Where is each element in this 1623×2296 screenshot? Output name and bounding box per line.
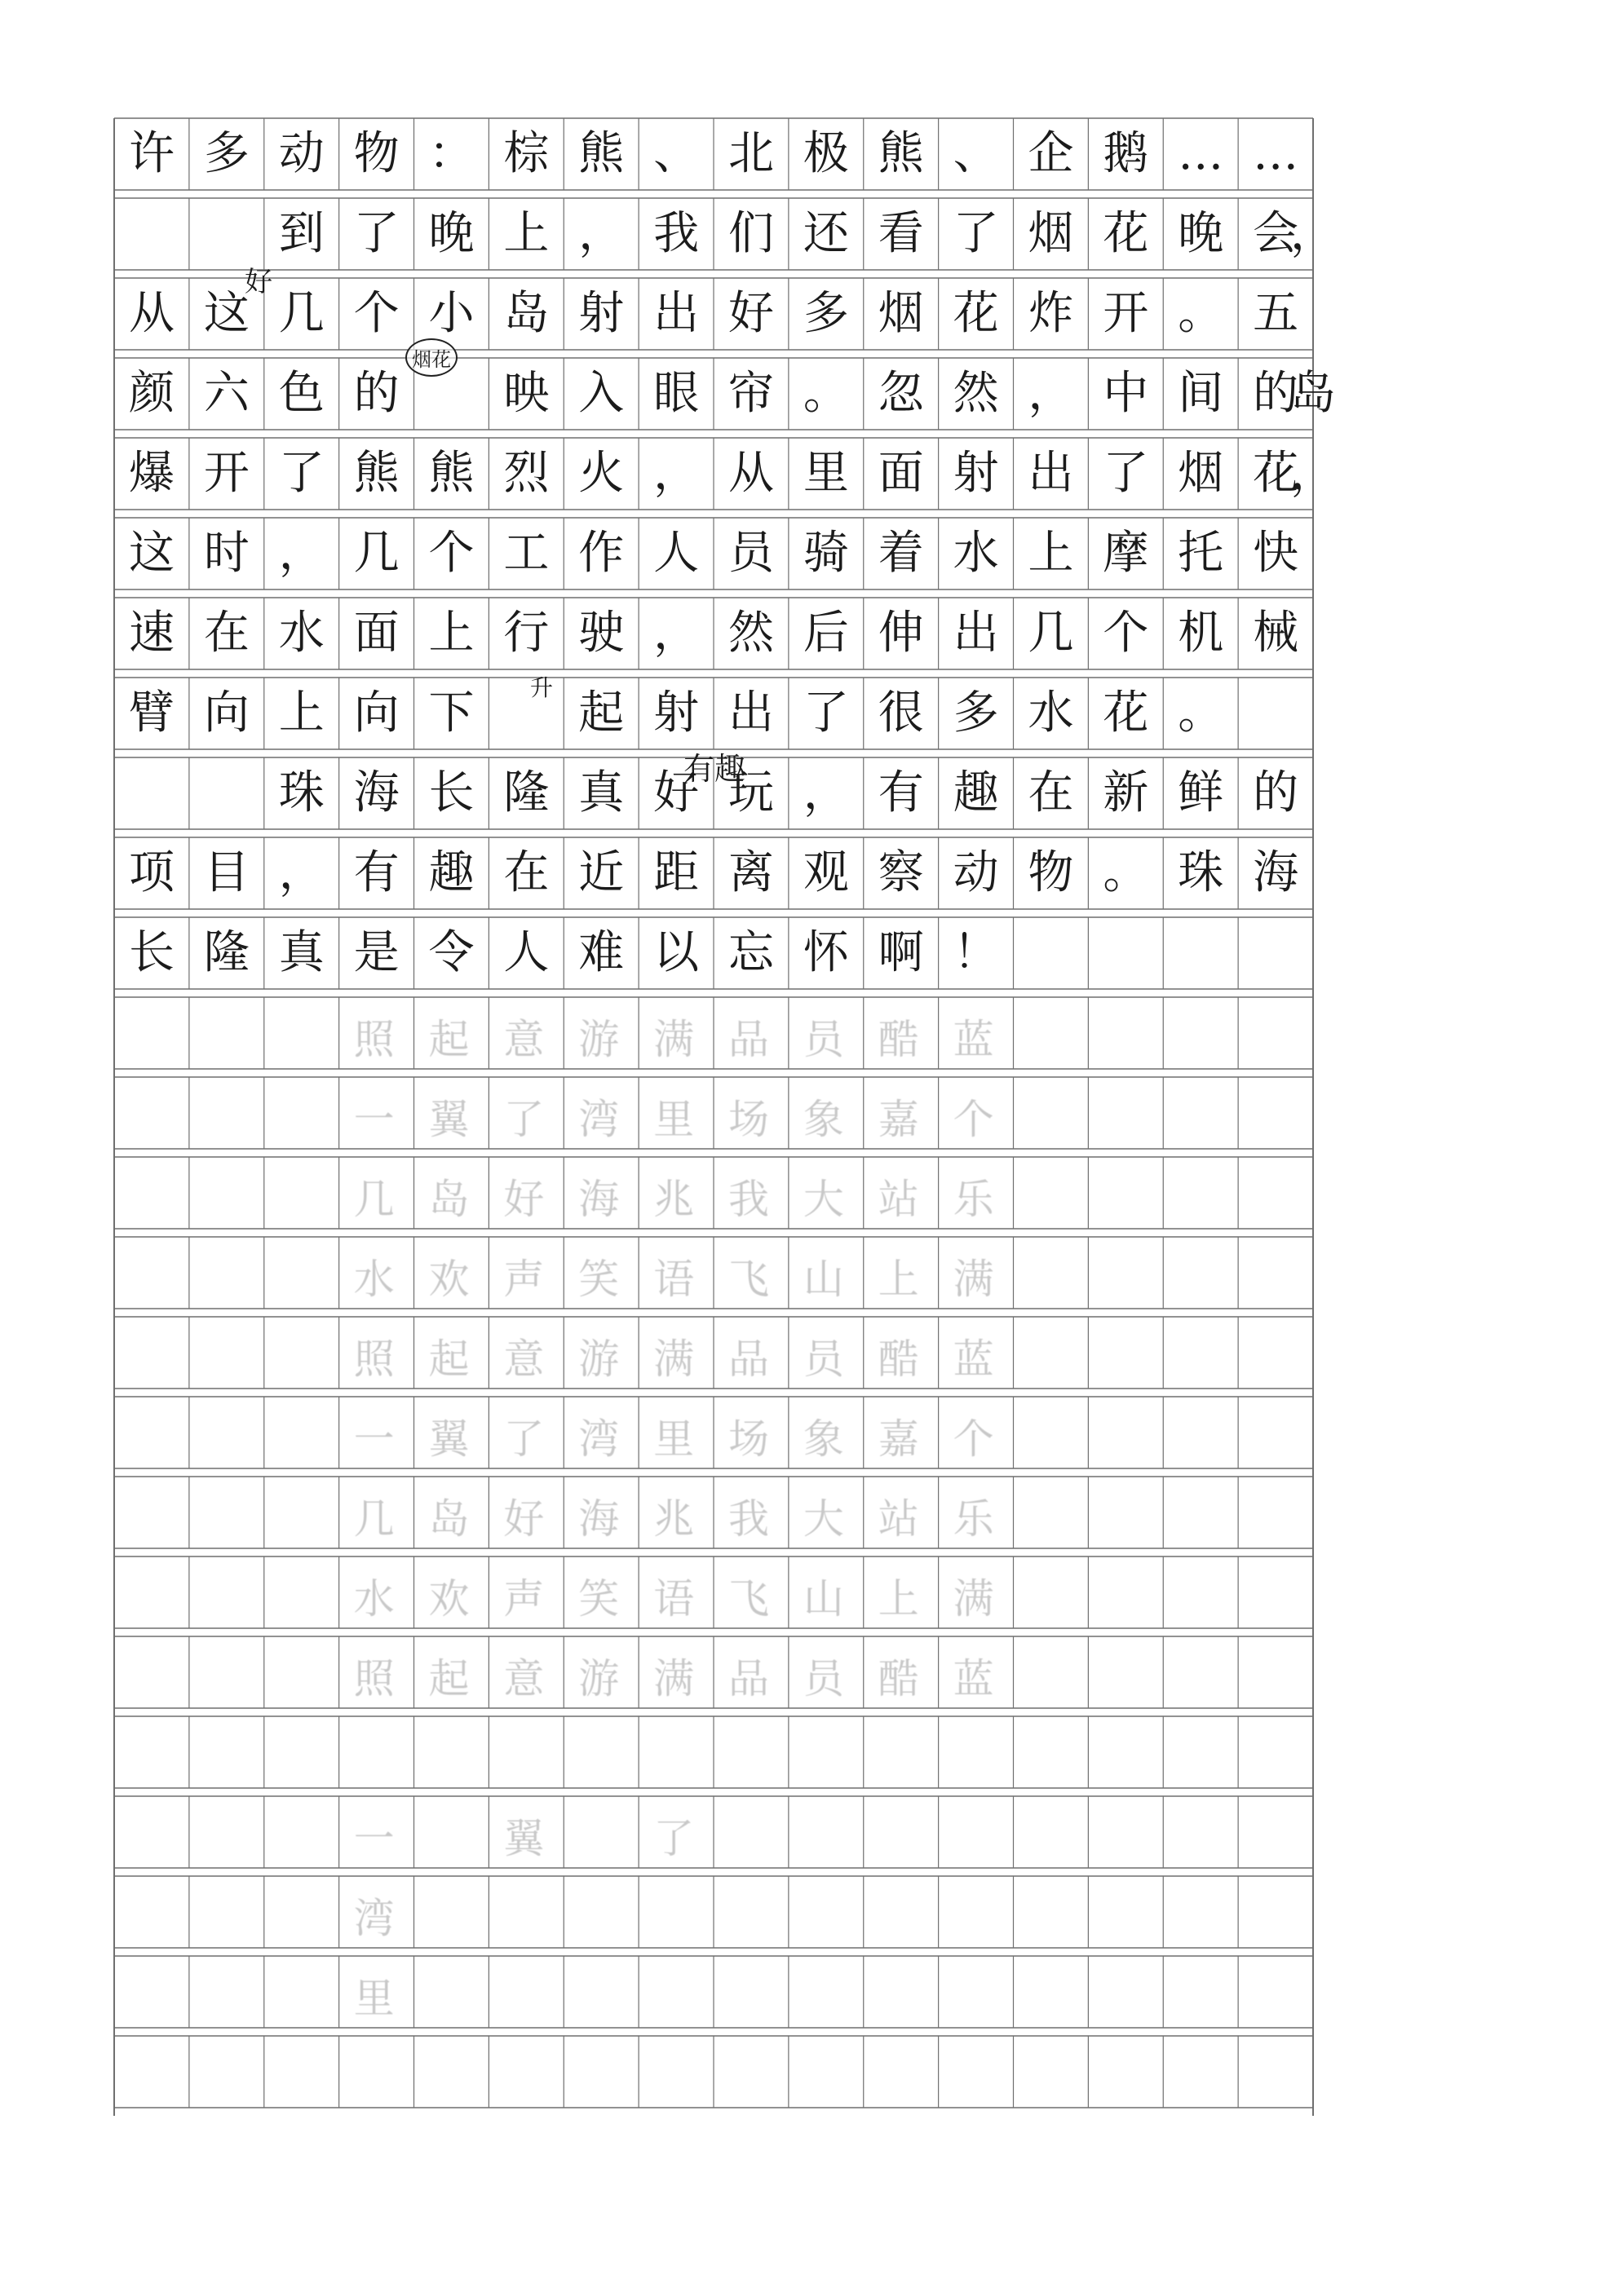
character-cell: 这 — [128, 527, 175, 580]
text-row — [114, 358, 1336, 438]
bleed-through-glyph: 好 — [503, 1176, 545, 1223]
character-cell: 烟 — [1028, 207, 1074, 260]
character-cell: 还 — [803, 207, 849, 260]
bleed-through-glyph: 翼 — [428, 1096, 470, 1143]
character-cell: 察 — [878, 846, 924, 899]
character-cell: 作 — [578, 527, 625, 580]
character-cell: 中 — [1103, 367, 1149, 420]
bleed-through-glyph: 蓝 — [953, 1016, 994, 1063]
bleed-through-glyph: 几 — [353, 1176, 395, 1223]
bleed-through-glyph: 意 — [503, 1016, 545, 1063]
character-cell: 。 — [1178, 287, 1224, 340]
bleed-through-glyph: 站 — [878, 1495, 919, 1543]
character-cell: 企 — [1028, 127, 1074, 180]
bleed-through-glyph: 乐 — [953, 1176, 994, 1223]
text-row — [114, 598, 1313, 678]
character-cell: 小 — [428, 287, 475, 340]
insertion-sheng: 升 — [530, 674, 554, 701]
character-cell: 五 — [1253, 287, 1299, 340]
character-cell: 火 — [578, 447, 625, 500]
bleed-through-glyph: 酷 — [878, 1336, 919, 1383]
character-cell: 眼 — [653, 367, 700, 420]
bleed-through-glyph: 品 — [728, 1336, 769, 1383]
bleed-through-glyph: 满 — [953, 1256, 994, 1303]
character-cell: 到 — [278, 207, 325, 260]
character-cell: 岛 — [503, 287, 550, 340]
character-cell: 动 — [278, 127, 325, 180]
character-cell: ， — [1290, 207, 1336, 260]
composition-text — [114, 118, 1336, 997]
bleed-through-glyph: 蓝 — [953, 1655, 994, 1702]
text-row — [114, 518, 1313, 598]
character-cell: 项 — [128, 846, 175, 899]
character-cell: 许 — [128, 127, 175, 180]
character-cell: 花 — [1103, 207, 1149, 260]
character-cell: 、 — [653, 127, 700, 180]
bleed-through-glyph: 声 — [503, 1575, 545, 1623]
character-cell: 物 — [1028, 846, 1074, 899]
bleed-through-glyph: 海 — [578, 1495, 620, 1543]
character-cell: 忘 — [727, 926, 774, 979]
character-cell: ， — [653, 447, 700, 500]
bleed-through-glyph: 员 — [803, 1655, 844, 1702]
character-cell: ， — [278, 527, 325, 580]
character-cell: 射 — [953, 447, 999, 500]
bleed-through-glyph: 大 — [803, 1176, 844, 1223]
character-cell: ！ — [953, 926, 999, 979]
bleed-through-glyph: 起 — [428, 1655, 470, 1702]
character-cell: 开 — [203, 447, 250, 500]
bleed-through-glyph: 语 — [653, 1575, 695, 1623]
bleed-through-glyph: 笑 — [578, 1575, 620, 1623]
character-cell: 真 — [278, 926, 325, 979]
bleed-through-glyph: 场 — [728, 1415, 769, 1463]
character-cell: … — [1178, 127, 1224, 180]
character-cell: 会 — [1253, 207, 1299, 260]
character-cell: 摩 — [1103, 527, 1149, 580]
bleed-through-glyph: 兆 — [653, 1176, 695, 1223]
character-cell: 啊 — [878, 926, 924, 979]
character-cell: 玩 — [727, 766, 774, 819]
bleed-through-glyph: 欢 — [428, 1575, 470, 1623]
bleed-through-glyph: 象 — [803, 1096, 844, 1143]
character-cell: 从 — [128, 287, 175, 340]
character-cell: ， — [1028, 367, 1074, 420]
bleed-through-glyph: 员 — [803, 1016, 844, 1063]
character-cell: 炸 — [1028, 287, 1074, 340]
character-cell: 离 — [727, 846, 774, 899]
character-cell: 个 — [353, 287, 400, 340]
bleed-through-glyph: 嘉 — [878, 1415, 919, 1463]
character-cell: 真 — [578, 766, 625, 819]
bleed-through-glyph: 照 — [353, 1655, 395, 1702]
character-cell: 上 — [1028, 527, 1074, 580]
bleed-through-glyph: 意 — [503, 1336, 545, 1383]
character-cell: 很 — [878, 687, 924, 740]
bleed-through-glyph: 了 — [503, 1415, 545, 1463]
character-cell: 有 — [878, 766, 924, 819]
bleed-through-glyph: 山 — [803, 1575, 844, 1623]
character-cell: 射 — [653, 687, 700, 740]
character-cell: 个 — [1103, 607, 1149, 660]
character-cell: 了 — [953, 207, 999, 260]
character-cell: 臂 — [128, 687, 175, 740]
character-cell: 物 — [353, 127, 400, 180]
bleed-through-glyph: 个 — [953, 1096, 994, 1143]
character-cell — [114, 198, 189, 270]
bleed-through-glyph: 满 — [953, 1575, 994, 1623]
bleed-through-glyph: 游 — [578, 1016, 620, 1063]
character-cell: 了 — [1103, 447, 1149, 500]
character-cell: 射 — [578, 287, 625, 340]
character-cell: 几 — [1028, 607, 1074, 660]
character-cell: 映 — [503, 367, 550, 420]
character-cell: 以 — [653, 926, 700, 979]
bleed-through-glyph: 湾 — [578, 1096, 620, 1143]
character-cell: 动 — [953, 846, 999, 899]
text-row — [114, 917, 1313, 997]
bleed-through-glyph: 飞 — [728, 1256, 769, 1303]
insertion-hao: 好 — [245, 266, 272, 298]
character-cell: 海 — [1253, 846, 1299, 899]
character-cell: 、 — [953, 127, 999, 180]
character-cell: 里 — [803, 447, 849, 500]
bleed-through-glyph: 一 — [353, 1415, 395, 1463]
character-cell: 几 — [278, 287, 325, 340]
character-cell: 机 — [1178, 607, 1224, 660]
character-cell: 熊 — [578, 127, 625, 180]
bleed-through-glyph: 满 — [653, 1336, 695, 1383]
character-cell: 熊 — [353, 447, 400, 500]
character-cell: 上 — [428, 607, 475, 660]
bleed-through-glyph: 品 — [728, 1016, 769, 1063]
character-cell: 花 — [953, 287, 999, 340]
character-cell: 晚 — [1178, 207, 1224, 260]
character-cell: 花 — [1103, 687, 1149, 740]
bleed-through-glyph: 一 — [353, 1096, 395, 1143]
character-cell: 行 — [503, 607, 550, 660]
character-cell: 晚 — [428, 207, 475, 260]
bleed-through-glyph: 酷 — [878, 1655, 919, 1702]
character-cell: 速 — [128, 607, 175, 660]
character-cell: 长 — [428, 766, 475, 819]
character-cell: 烈 — [503, 447, 550, 500]
bleed-through-glyph: 欢 — [428, 1256, 470, 1303]
character-cell: ， — [1290, 447, 1336, 500]
bleed-through-glyph: 嘉 — [878, 1096, 919, 1143]
character-cell: 爆 — [128, 447, 175, 500]
bleed-through-glyph: 酷 — [878, 1016, 919, 1063]
bleed-through-glyph: 品 — [728, 1655, 769, 1702]
character-cell: 近 — [578, 846, 625, 899]
character-cell: 有 — [353, 846, 400, 899]
character-cell: 人 — [503, 926, 550, 979]
bleed-through-glyph: 照 — [353, 1336, 395, 1383]
text-row — [114, 837, 1313, 917]
text-row — [114, 438, 1336, 518]
character-cell: 们 — [727, 207, 774, 260]
bleed-through-glyph: 语 — [653, 1256, 695, 1303]
bleed-through-glyph: 场 — [728, 1096, 769, 1143]
bleed-through-glyph: 游 — [578, 1655, 620, 1702]
character-cell: 开 — [1103, 287, 1149, 340]
bleed-through-glyph: 起 — [428, 1336, 470, 1383]
character-cell: 水 — [953, 527, 999, 580]
character-cell: 械 — [1253, 607, 1299, 660]
character-cell: 时 — [203, 527, 250, 580]
character-cell: 在 — [503, 846, 550, 899]
character-cell: 向 — [353, 687, 400, 740]
character-cell: 在 — [1028, 766, 1074, 819]
character-cell: 色 — [278, 367, 325, 420]
character-cell: 鲜 — [1178, 766, 1224, 819]
character-cell: 出 — [727, 687, 774, 740]
bleed-through-glyph: 笑 — [578, 1256, 620, 1303]
bleed-through-glyph: 蓝 — [953, 1336, 994, 1383]
bleed-through-glyph: 里 — [653, 1096, 695, 1143]
text-row — [114, 118, 1313, 198]
character-cell: 烟 — [878, 287, 924, 340]
character-cell: 人 — [653, 527, 700, 580]
character-cell: 珠 — [1178, 846, 1224, 899]
character-cell: 的 — [1253, 766, 1299, 819]
character-cell: 出 — [1028, 447, 1074, 500]
bleed-through-glyph: 乐 — [953, 1495, 994, 1543]
character-cell: 海 — [353, 766, 400, 819]
character-cell: 。 — [803, 367, 849, 420]
bleed-through-glyph: 照 — [353, 1016, 395, 1063]
character-cell: 驶 — [578, 607, 625, 660]
character-cell: 难 — [578, 926, 625, 979]
character-cell: 是 — [353, 926, 400, 979]
insertion-youqu: 有趣 — [683, 751, 746, 787]
bleed-through-glyph: 了 — [503, 1096, 545, 1143]
character-cell: 趣 — [953, 766, 999, 819]
character-cell: 观 — [803, 846, 849, 899]
bleed-through-glyph: 湾 — [353, 1895, 395, 1942]
character-cell: 长 — [128, 926, 175, 979]
character-cell: 员 — [727, 527, 774, 580]
bleed-through-glyph: 水 — [353, 1256, 395, 1303]
character-cell: … — [1253, 127, 1299, 180]
character-cell: 新 — [1103, 766, 1149, 819]
bleed-through-glyph: 游 — [578, 1336, 620, 1383]
character-cell: 看 — [878, 207, 924, 260]
character-cell: 面 — [353, 607, 400, 660]
character-cell: ， — [278, 846, 325, 899]
bleed-through-glyph: 水 — [353, 1575, 395, 1623]
character-cell: 花 — [1253, 447, 1299, 500]
character-cell: 入 — [578, 367, 625, 420]
character-cell: 多 — [203, 127, 250, 180]
character-cell: 的 — [353, 367, 400, 420]
character-cell: 起 — [578, 687, 625, 740]
character-cell: 的 — [1253, 367, 1299, 420]
character-cell: 从 — [727, 447, 774, 500]
bleed-through-glyph: 翼 — [503, 1815, 545, 1862]
character-cell: 熊 — [878, 127, 924, 180]
character-cell: 极 — [803, 127, 849, 180]
character-cell: 向 — [203, 687, 250, 740]
character-cell: 出 — [953, 607, 999, 660]
bleed-through-glyph: 好 — [503, 1495, 545, 1543]
character-cell: 快 — [1253, 527, 1299, 580]
character-cell — [189, 757, 264, 829]
character-cell: 我 — [653, 207, 700, 260]
bleed-through-glyph: 员 — [803, 1336, 844, 1383]
character-cell: 。 — [1103, 846, 1149, 899]
character-cell: 个 — [428, 527, 475, 580]
character-cell — [114, 757, 189, 829]
character-cell: 隆 — [203, 926, 250, 979]
character-cell: 帘 — [727, 367, 774, 420]
character-cell: 好 — [653, 766, 700, 819]
character-cell: 出 — [653, 287, 700, 340]
bleed-through-glyph: 翼 — [428, 1415, 470, 1463]
character-cell: 在 — [203, 607, 250, 660]
bleed-through-glyph: 起 — [428, 1016, 470, 1063]
character-cell: 距 — [653, 846, 700, 899]
character-cell: 托 — [1178, 527, 1224, 580]
character-cell: ： — [428, 127, 475, 180]
character-cell: 工 — [503, 527, 550, 580]
bleed-through-glyph: 满 — [653, 1016, 695, 1063]
bleed-through-glyph: 一 — [353, 1815, 395, 1862]
character-cell: 怀 — [803, 926, 849, 979]
character-cell: 多 — [803, 287, 849, 340]
bleed-through-glyph: 兆 — [653, 1495, 695, 1543]
bleed-through-glyph: 岛 — [428, 1495, 470, 1543]
character-cell: 水 — [1028, 687, 1074, 740]
bleed-through-glyph: 飞 — [728, 1575, 769, 1623]
bleed-through-glyph: 声 — [503, 1256, 545, 1303]
character-cell: 隆 — [503, 766, 550, 819]
character-cell: 然 — [953, 367, 999, 420]
bleed-through-glyph: 意 — [503, 1655, 545, 1702]
character-cell: 后 — [803, 607, 849, 660]
bleed-through-glyph: 几 — [353, 1495, 395, 1543]
character-cell: 骑 — [803, 527, 849, 580]
character-cell: 忽 — [878, 367, 924, 420]
character-cell: 然 — [727, 607, 774, 660]
bleed-through-glyph: 湾 — [578, 1415, 620, 1463]
character-cell: 好 — [727, 287, 774, 340]
bleed-through-glyph: 了 — [653, 1815, 695, 1862]
bleed-through-glyph: 里 — [353, 1975, 395, 2022]
bleed-through-glyph: 站 — [878, 1176, 919, 1223]
character-cell: 这 — [203, 287, 250, 340]
bleed-through-glyph: 个 — [953, 1415, 994, 1463]
insertion-yanhua: 烟花 — [405, 338, 458, 377]
character-cell: 了 — [803, 687, 849, 740]
character-cell: 面 — [878, 447, 924, 500]
text-row — [114, 278, 1313, 358]
bleed-through-glyph: 上 — [878, 1256, 919, 1303]
character-cell: 令 — [428, 926, 475, 979]
bleed-through-glyph: 大 — [803, 1495, 844, 1543]
character-cell: 下 — [428, 687, 475, 740]
character-cell: 了 — [353, 207, 400, 260]
character-cell: 棕 — [503, 127, 550, 180]
character-cell: 目 — [203, 846, 250, 899]
bleed-through-glyph: 我 — [728, 1495, 769, 1543]
character-cell: 六 — [203, 367, 250, 420]
character-cell: 趣 — [428, 846, 475, 899]
character-cell: ， — [653, 607, 700, 660]
character-cell: 水 — [278, 607, 325, 660]
character-cell: 。 — [1178, 687, 1224, 740]
bleed-through-glyph: 满 — [653, 1655, 695, 1702]
bleed-through-glyph: 岛 — [428, 1176, 470, 1223]
character-cell: 北 — [727, 127, 774, 180]
bleed-through-glyph: 象 — [803, 1415, 844, 1463]
bleed-through-glyph: 海 — [578, 1176, 620, 1223]
character-cell: ， — [803, 766, 849, 819]
character-cell: 珠 — [278, 766, 325, 819]
bleed-through-glyph: 上 — [878, 1575, 919, 1623]
bleed-through-glyph: 我 — [728, 1176, 769, 1223]
bleed-through-glyph: 山 — [803, 1256, 844, 1303]
character-cell: 几 — [353, 527, 400, 580]
character-cell: 鹅 — [1103, 127, 1149, 180]
character-cell: 上 — [278, 687, 325, 740]
bleed-through-glyph: 里 — [653, 1415, 695, 1463]
character-cell: 伸 — [878, 607, 924, 660]
text-row — [114, 198, 1336, 278]
character-cell: 烟 — [1178, 447, 1224, 500]
character-cell: 多 — [953, 687, 999, 740]
character-cell: 间 — [1178, 367, 1224, 420]
character-cell: ， — [578, 207, 625, 260]
character-cell: 颜 — [128, 367, 175, 420]
character-cell: 了 — [278, 447, 325, 500]
character-cell: 岛 — [1290, 367, 1336, 420]
character-cell: 上 — [503, 207, 550, 260]
character-cell: 着 — [878, 527, 924, 580]
character-cell: 熊 — [428, 447, 475, 500]
